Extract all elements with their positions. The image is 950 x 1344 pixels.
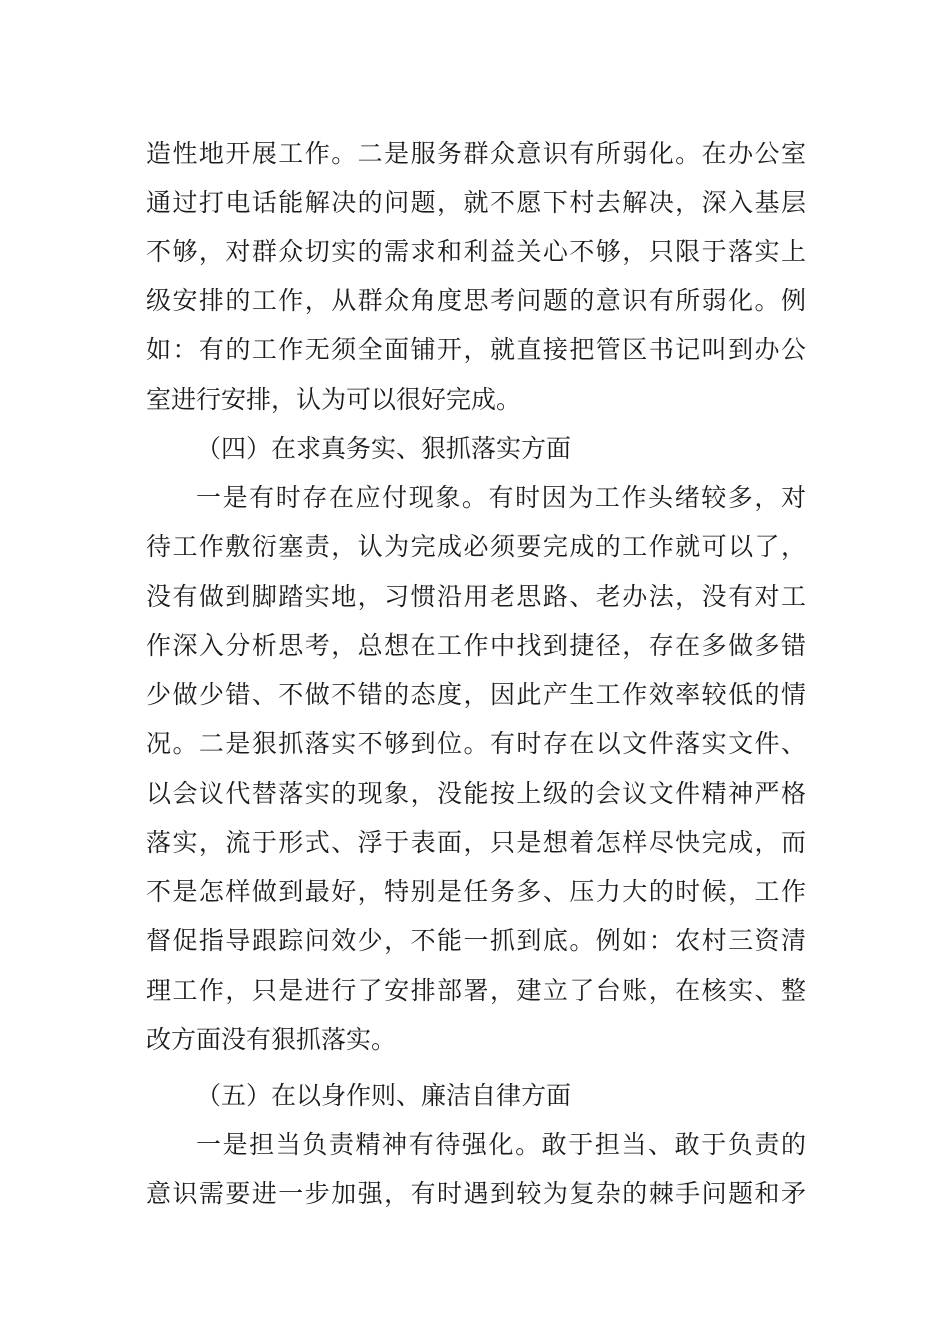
text-line: 待工作敷衍塞责，认为完成必须要完成的工作就可以了， (146, 532, 806, 561)
text-line: 室进行安排，认为可以很好完成。 (146, 385, 522, 414)
text-line: 况。二是狠抓落实不够到位。有时存在以文件落实文件、 (146, 729, 806, 758)
text-line: 督促指导跟踪问效少，不能一抓到底。例如：农村三资清 (146, 926, 806, 955)
section-heading: （四）在求真务实、狠抓落实方面 (196, 434, 572, 463)
text-line: 一是有时存在应付现象。有时因为工作头绪较多，对 (196, 483, 806, 512)
section-heading: （五）在以身作则、廉洁自律方面 (196, 1081, 572, 1110)
text-line: 作深入分析思考，总想在工作中找到捷径，存在多做多错 (146, 631, 806, 660)
text-line: 理工作，只是进行了安排部署，建立了台账，在核实、整 (146, 976, 806, 1005)
text-line: 级安排的工作，从群众角度思考问题的意识有所弱化。例 (146, 286, 806, 315)
text-line: 以会议代替落实的现象，没能按上级的会议文件精神严格 (146, 779, 806, 808)
text-line: 少做少错、不做不错的态度，因此产生工作效率较低的情 (146, 680, 806, 709)
text-line: 通过打电话能解决的问题，就不愿下村去解决，深入基层 (146, 188, 806, 217)
text-line: 没有做到脚踏实地，习惯沿用老思路、老办法，没有对工 (146, 582, 806, 611)
text-line: 不是怎样做到最好，特别是任务多、压力大的时候，工作 (146, 877, 806, 906)
text-line: 如：有的工作无须全面铺开，就直接把管区书记叫到办公 (146, 335, 806, 364)
text-line: 不够，对群众切实的需求和利益关心不够，只限于落实上 (146, 237, 806, 266)
text-line: 造性地开展工作。二是服务群众意识有所弱化。在办公室 (146, 139, 806, 168)
text-line: 落实，流于形式、浮于表面，只是想着怎样尽快完成，而 (146, 828, 806, 857)
text-line: 意识需要进一步加强，有时遇到较为复杂的棘手问题和矛 (146, 1179, 806, 1208)
text-line: 一是担当负责精神有待强化。敢于担当、敢于负责的 (196, 1130, 806, 1159)
text-line: 改方面没有狠抓落实。 (146, 1025, 397, 1054)
